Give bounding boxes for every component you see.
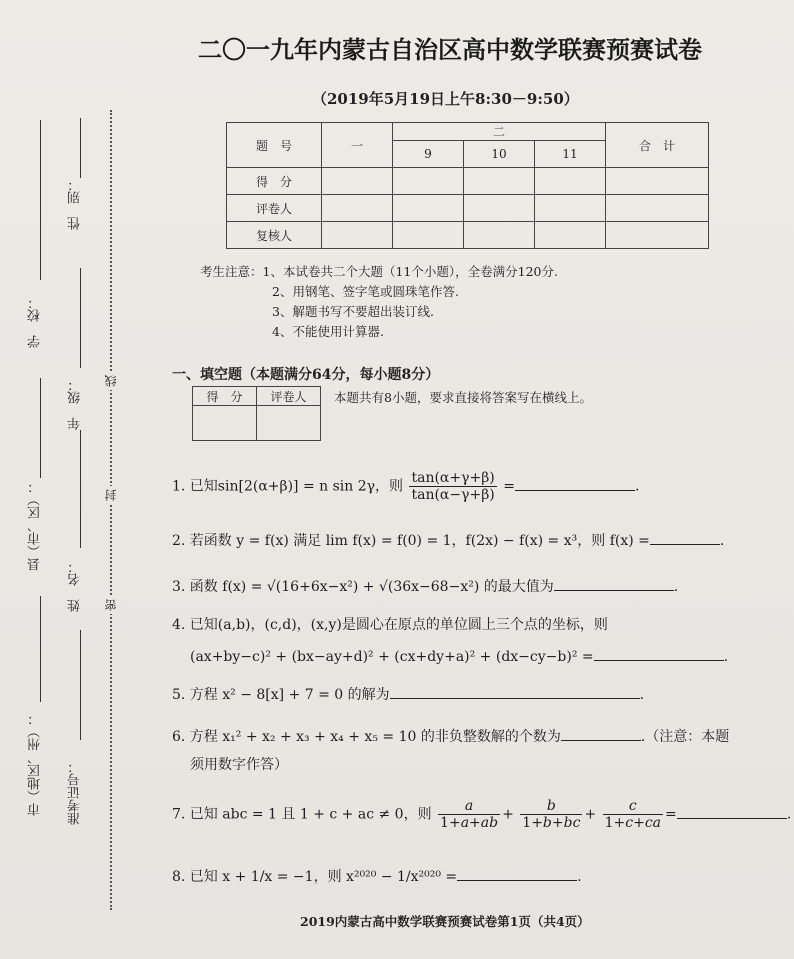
question-4-line1: 4. 已知(a,b)，(c,d)，(x,y)是圆心在原点的单位圆上三个点的坐标，则 xyxy=(172,617,608,633)
note-item: 1、本试卷共二个大题（11个小题），全卷满分120分. xyxy=(262,264,558,279)
q3-text: 3. 函数 f(x) = √(16+6x−x²) + √(36x−68−x²) 的最大值为 xyxy=(172,579,554,595)
q7-fraction-2: $\frac{b}{1+b+bc}$ xyxy=(522,798,581,831)
score-subheader-9: 9 xyxy=(393,141,464,168)
q1-numerator: tan(α+γ+β) xyxy=(411,470,495,486)
answer-blank-1[interactable] xyxy=(515,476,635,491)
question-1: 1. 已知sin[2(α+β)] = n sin 2γ，则 $\frac{\tan(\alpha+\gamma+\beta)}{\tan(\alpha-\gamma+\beta)}$ = . xyxy=(172,470,640,503)
q2-text: 2. 若函数 y = f(x) 满足 lim f(x) = f(0) = 1，f(2x) − f(x) = x³，则 f(x) = xyxy=(172,533,650,549)
box-header-grader: 评卷人 xyxy=(257,387,321,406)
question-4-line2: (ax+by−c)² + (bx−ay+d)² + (cx+dy+a)² + (dx−cy−b)² = . xyxy=(190,646,728,665)
box-header-score: 得 分 xyxy=(193,387,257,406)
row-label-score: 得 分 xyxy=(227,168,322,195)
page-title: 二〇一九年内蒙古自治区高中数学联赛预赛试卷 xyxy=(198,35,702,64)
section1-note: 本题共有8小题，要求直接将答案写在横线上。 xyxy=(334,390,592,405)
section1-score-box xyxy=(192,386,321,441)
grade-label: 年 级： xyxy=(68,378,83,430)
question-2: 2. 若函数 y = f(x) 满足 lim f(x) = f(0) = 1，f(2x) − f(x) = x³，则 f(x) = . xyxy=(172,530,724,550)
question-5: 5. 方程 x² − 8[x] + 7 = 0 的解为 . xyxy=(172,684,644,704)
score-header-part1: 一 xyxy=(322,123,393,168)
seal-dotted-line xyxy=(110,110,112,910)
question-8: 8. 已知 x + 1/x = −1，则 x²⁰²⁰ − 1/x²⁰²⁰ = . xyxy=(172,866,582,886)
gender-line xyxy=(80,118,81,178)
score-header-total: 合 计 xyxy=(606,123,709,168)
gender-label: 性 别： xyxy=(68,178,83,230)
city-line xyxy=(40,596,41,702)
q1-fraction xyxy=(409,470,496,503)
seal-word-seal: 封 xyxy=(102,486,119,504)
question-6-line1 xyxy=(172,726,729,746)
answer-blank-8[interactable] xyxy=(457,866,577,881)
score-subheader-11: 11 xyxy=(535,141,606,168)
section1-title: 一、填空题（本题满分64分，每小题8分） xyxy=(172,367,440,383)
notes-lead: 考生注意： xyxy=(200,264,263,279)
name-label: 姓 名： xyxy=(68,560,83,612)
school-line xyxy=(40,120,41,280)
question-7: 7. 已知 abc = 1 且 1 + c + ac ≠ 0，则 $\frac{a}{1+a+ab}$ + $\frac{b}{1+b+bc}$ + $\frac{c}{1+c+ca}$ = . xyxy=(172,798,792,831)
name-line xyxy=(80,430,81,548)
seal-word-secret: 密 xyxy=(102,596,119,614)
exam-notes xyxy=(200,262,558,342)
q6-note: .（注意：本题 xyxy=(640,729,730,745)
q5-text: 5. 方程 x² − 8[x] + 7 = 0 的解为 xyxy=(172,687,390,703)
q7-text: 7. 已知 abc = 1 且 1 + c + ac ≠ 0，则 xyxy=(172,806,432,823)
county-line xyxy=(40,378,41,478)
row-label-grader: 评卷人 xyxy=(227,195,322,222)
question-6-line2: 须用数字作答） xyxy=(190,757,288,773)
exam-date: （2019年5月19日上午8:30－9:50） xyxy=(312,90,579,108)
q8-text: 8. 已知 x + 1/x = −1，则 x²⁰²⁰ − 1/x²⁰²⁰ = xyxy=(172,869,458,885)
q1-denominator: tan(α−γ+β) xyxy=(411,487,495,503)
score-subheader-10: 10 xyxy=(464,141,535,168)
answer-blank-4[interactable] xyxy=(594,646,724,661)
answer-blank-5[interactable] xyxy=(390,684,640,699)
q7-fraction-1: $\frac{a}{1+a+ab}$ xyxy=(440,798,499,831)
page-footer: 2019内蒙古高中数学联赛预赛试卷第1页（共4页） xyxy=(300,914,590,929)
table-row xyxy=(227,195,709,222)
grade-line xyxy=(80,268,81,368)
exam-no-line xyxy=(80,630,81,740)
seal-word-line: 线 xyxy=(102,372,119,390)
county-label: 县（市、区）： xyxy=(28,480,43,571)
binding-strip xyxy=(0,0,125,959)
q6-text: 6. 方程 x₁² + x₂ + x₃ + x₄ + x₅ = 10 的非负整数解的个数为 xyxy=(172,729,561,745)
exam-no-label: 准考证号： xyxy=(68,760,83,825)
score-header-no: 题 号 xyxy=(227,123,322,168)
q1-text: 1. 已知sin[2(α+β)] = n sin 2γ，则 xyxy=(172,478,404,495)
score-header-part2: 二 xyxy=(393,123,606,141)
table-row xyxy=(227,168,709,195)
q7-fraction-3: $\frac{c}{1+c+ca}$ xyxy=(604,798,662,831)
row-label-reviewer: 复核人 xyxy=(227,222,322,249)
q4-expression: (ax+by−c)² + (bx−ay+d)² + (cx+dy+a)² + (dx−cy−b)² = xyxy=(190,649,594,665)
note-item: 3、解题书写不要超出装订线. xyxy=(272,304,434,319)
note-item: 4、不能使用计算器. xyxy=(272,324,384,339)
answer-blank-2[interactable] xyxy=(650,530,720,545)
answer-blank-3[interactable] xyxy=(554,576,674,591)
city-label: 市（地区、州）： xyxy=(28,712,43,816)
table-row xyxy=(227,222,709,249)
score-table xyxy=(226,122,709,249)
note-item: 2、用钢笔、签字笔或圆珠笔作答. xyxy=(272,284,459,299)
question-3: 3. 函数 f(x) = √(16+6x−x²) + √(36x−68−x²) 的最大值为 . xyxy=(172,576,678,596)
answer-blank-6[interactable] xyxy=(561,726,641,741)
school-label: 学 校： xyxy=(28,296,43,348)
answer-blank-7[interactable] xyxy=(677,804,787,819)
